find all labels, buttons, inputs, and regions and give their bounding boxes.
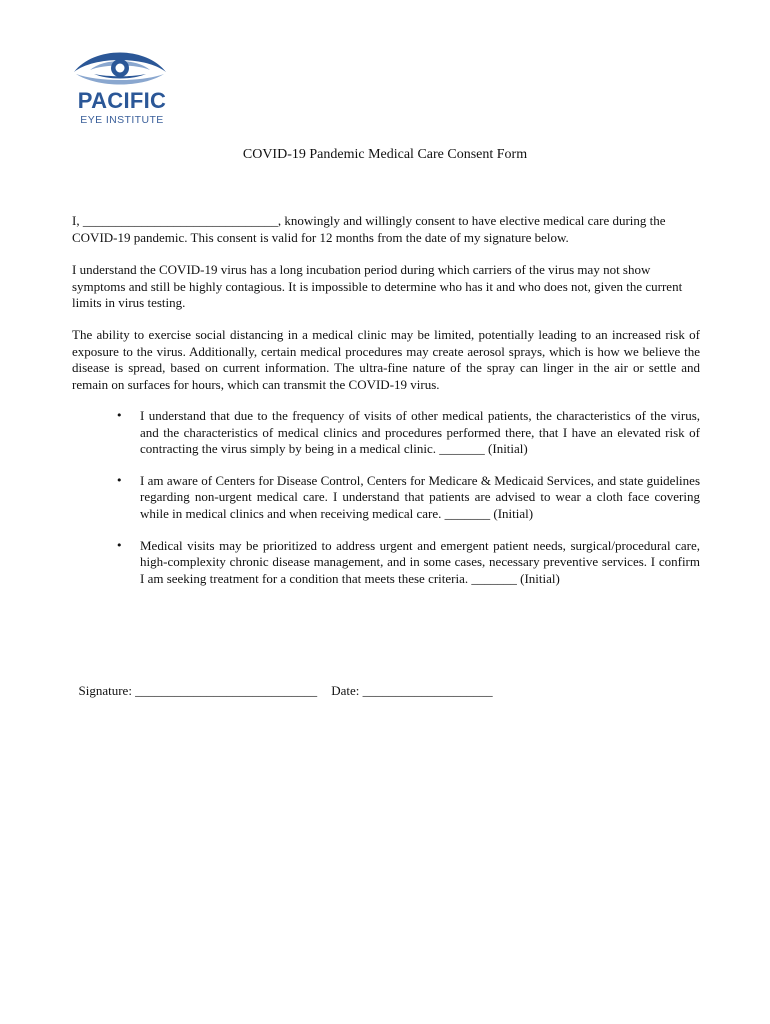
logo-name: PACIFIC	[77, 88, 167, 113]
consent-paragraph: I, ______________________________, knowingly and willingly consent to have elective medical care during the COVID-19 pandemic. This consent is valid for 12 months from the date of my signature below.	[72, 213, 666, 245]
form-title: COVID-19 Pandemic Medical Care Consent Form	[242, 147, 528, 162]
incubation-paragraph: I understand the COVID-19 virus has a long incubation period during which carriers of the virus may not show symptoms and still be highly contagious. It is impossible to determine who has it and who does not, given the current limits in virus testing.	[72, 262, 683, 311]
list-item-text: I am aware of Centers for Disease Control, Centers for Medicare & Medicaid Services, and state guidelines regarding non-urgent medical care. I understand that patients are advised to wear a cloth face covering while in medical clinics and when receiving medical care. _______ (Initial)	[140, 472, 700, 521]
list-item	[72, 538, 700, 588]
social-distancing-paragraph: The ability to exercise social distancing in a medical clinic may be limited, potentially leading to an increased risk of exposure to the virus. Additionally, certain medical procedures may create aerosol sprays, which is how we believe the disease is spread, based on current information. The ultra-fine nature of the spray can linger in the air or settle and remain on surfaces for hours, which can transmit the COVID-19 virus.	[72, 327, 700, 392]
signature-row	[72, 667, 493, 699]
signature-field[interactable]: Signature: ____________________________	[78, 683, 318, 698]
logo-subtitle: EYE INSTITUTE	[80, 114, 164, 126]
bullet-icon: •	[116, 409, 123, 422]
bullet-icon: •	[116, 473, 123, 487]
list-item	[72, 408, 700, 458]
list-item-text: Medical visits may be prioritized to address urgent and emergent patient needs, surgical/procedural care, high-complexity chronic disease management, and in some cases, necessary preventive services. I confirm I am seeking treatment for a condition that meets these criteria. _______ (Initial)	[140, 537, 700, 586]
list-item-text: I understand that due to the frequency of visits of other medical patients, the characteristics of the virus, and the characteristics of medical clinics and procedures performed there, that I have an elevated risk of contracting the virus simply by being in a medical clinic. _______ (Initial)	[140, 408, 700, 457]
list-item	[72, 473, 700, 523]
pacific-eye-institute-logo	[64, 44, 176, 130]
acknowledgement-list	[72, 408, 700, 602]
eye-logo-icon	[64, 44, 176, 90]
date-field[interactable]: Date: ____________________	[331, 683, 493, 698]
bullet-icon: •	[116, 538, 123, 552]
